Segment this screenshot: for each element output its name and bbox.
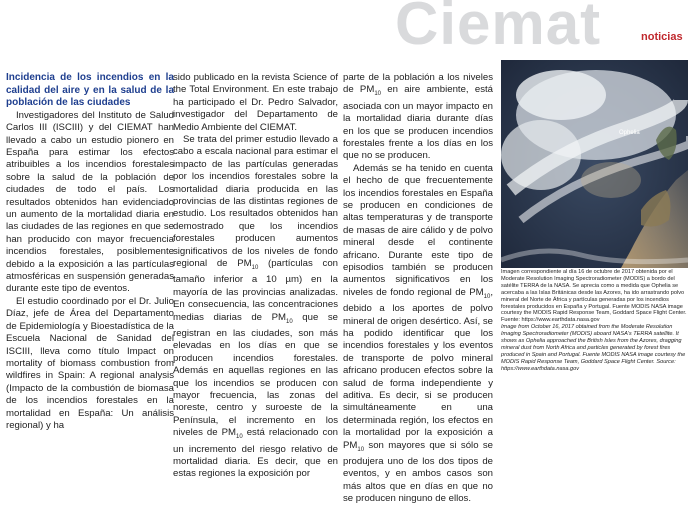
col1-paragraph-1: Investigadores del Instituto de Salud Carlos III (ISCIII) y del CIEMAT han llevado a cabo un estudio pionero en España para estimar los efectos atribuibles a los incendios forestales sobre la salud de la población de ciudades de todo el país. Los resultados obtenidos han evidenciado un aumento de la mortalidad diaria en las ciudades de las regiones en que se han producido con mayor frecuencia incendios forestales, posiblemente debido a la exposición a las partículas atmosféricas en suspensión generadas durante este tipo de eventos.	[6, 109, 174, 295]
caption-english: Image from October 16, 2017 obtained from the Moderate Resolution Imaging Spectroradiometer (MODIS) aboard NASA's TERRA satellite. It shows as Ophelia approached the British Isles from the Azores, dragging mineral dust from North Africa and particles generated by forest fires produced in Spain and Portugal. Fuente MODIS NASA image courtesy the MODIS Rapid Response Team, Goddard Space Flight Center. Source: https://www.earthdata.nasa.gov	[501, 324, 686, 372]
section-label: noticias	[641, 31, 683, 43]
page-header	[0, 0, 690, 57]
image-label-ophelia: Ophelia	[619, 130, 640, 136]
article-column-1	[6, 72, 174, 432]
caption-spanish: Imagen correspondiente al día 16 de octubre de 2017 obtenida por el Moderate Resolution Imaging Spectroradiometer (MODIS) a bordo del satélite TERRA de la NASA. Se aprecia como a medida que Ophelia se acercaba a las Islas Británicas desde las Azores, ha ido arrastrando polvo mineral del Norte de África y partículas generadas por los incendios forestales producidos en España y Portugal. Fuente MODIS NASA image courtesy the MODIS Rapid Response Team, Goddard Space Flight Center. Fuente: https://www.earthdata.nasa.gov	[501, 269, 687, 324]
satellite-image-drawing	[501, 60, 688, 268]
article-headline: Incidencia de los incendios en la calidad del aire y en la salud de la población de las ciudades	[6, 72, 174, 109]
col2-paragraph-2: Se trata del primer estudio llevado a cabo a escala nacional para estimar el impacto de las partículas generadas por los incendios forestales sobre la mortalidad diaria producida en las provincias de las distintas regiones de estudio. Los resultados obtenidos han demostrado que los incendios forestales producen aumentos significativos de los niveles de fondo regional de $PM_{10}$ (partículas con tamaño inferior a 10 µm) en la mayoría de las provincias analizadas. En consecuencia, las concentraciones medias diarias de $PM_{10}$ que se registran en las ciudades, son más elevadas en los días en que se producen incendios forestales. Además en aquellas regiones en las que los incendios se producen con mayor frecuencia, las zonas del noreste, centro y suroeste de la Península, el incremento en los niveles de $PM_{10}$ está relacionado con un incremento del riesgo relativo de mortalidad diaria. Es decir, que en estas regiones la exposición por	[173, 134, 338, 480]
satellite-image	[501, 60, 688, 268]
col2-paragraph-1: sido publicado en la revista Science of the Total Environment. En este trabajo ha participado el Dr. Pedro Salvador, investigador del Departamento de Medio Ambiente del CIEMAT.	[173, 72, 338, 133]
col3-paragraph-1: parte de la población a los niveles de $PM_{10}$ en aire ambiente, está asociada con un mayor impacto en la mortalidad diaria durante días en los que se producen incendios forestales frente a los días en los que no se producen.	[343, 72, 493, 162]
col3-paragraph-2: Además se ha tenido en cuenta el hecho de que frecuentemente los incendios forestales en España se producen en condiciones de altas temperaturas y de transporte de masas de aire cálido y de polvo mineral desde el continente africano. Durante este tipo de episodios también se producen aumentos significativos en los niveles de fondo regional de $PM_{10}$, debido a los aportes de polvo mineral de origen desértico. Así, se ha podido identificar que los incendios forestales y los eventos de transporte de polvo mineral africano producen efectos sobre la salud de forma independiente y aditiva. Es decir, si se producen simultáneamente en una determinada región, los efectos en la mortalidad por la exposición a $PM_{10}$ son mayores que si sólo se produjera uno de los dos tipos de eventos, y en ambos casos son más altos que en días en que no se producen ninguno de ellos.	[343, 162, 493, 505]
ciemat-watermark-logo: Ciemat	[395, 0, 602, 57]
article-column-3	[343, 72, 493, 506]
col1-paragraph-2: El estudio coordinado por el Dr. Julio Díaz, jefe de Área del Departamento de Epidemiología y Bioestadística de la Escuela Nacional de Sanidad del ISCIII, lleva como título Impact on mortality of biomass combustion from wildfires in Spain: A regional analysis (Impacto de la combustión de biomasa de los incendios forestales en la mortalidad en España: Un análisis regional) y ha	[6, 295, 174, 431]
article-column-2	[173, 72, 338, 481]
figure-caption	[501, 269, 688, 373]
